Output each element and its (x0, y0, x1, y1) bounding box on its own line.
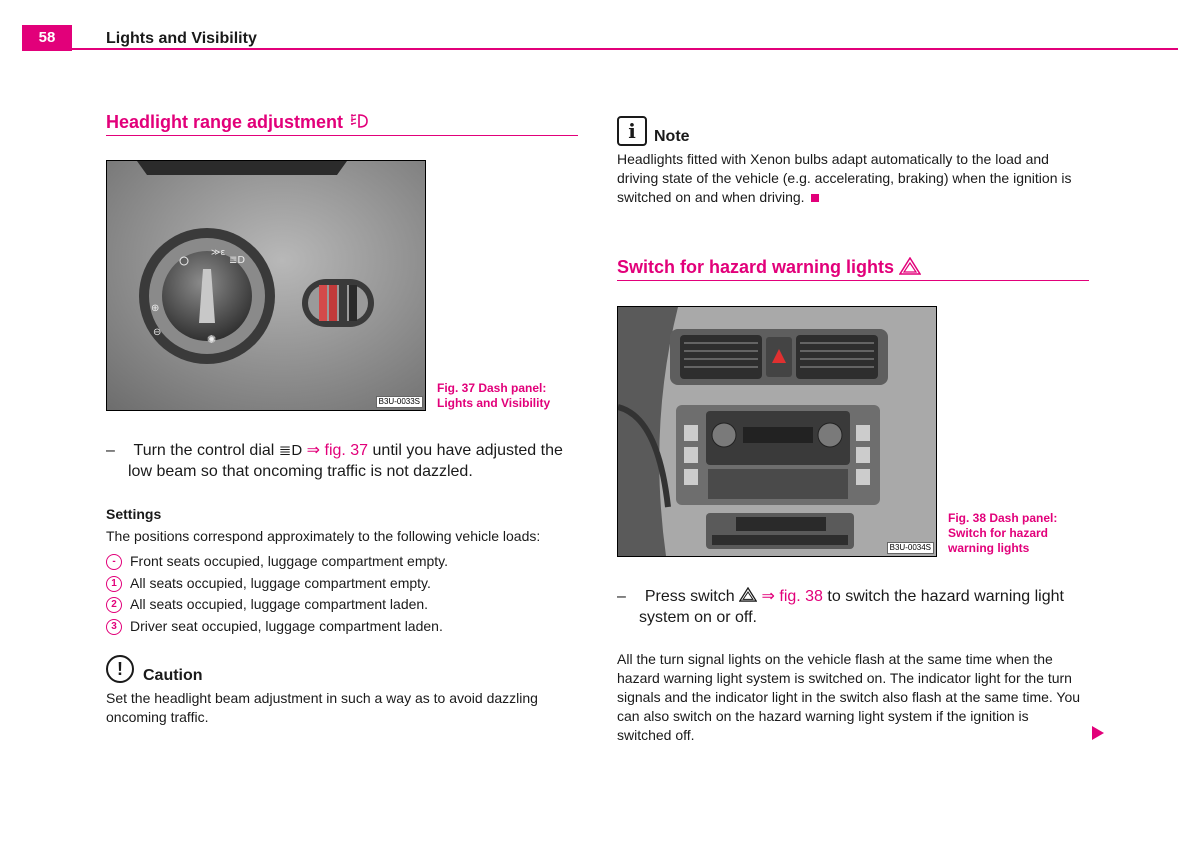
caution-text: Set the headlight beam adjustment in such a way as to avoid dazzling oncoming traffic. (106, 690, 538, 725)
instruction-left: – Turn the control dial ≣D ⇒ fig. 37 until you have adjusted the low beam so that oncoming traffic is not dazzled. (106, 442, 563, 480)
position-marker: 3 (106, 619, 122, 635)
note-text: Headlights fitted with Xenon bulbs adapt automatically to the load and driving state of the vehicle (e.g. accelerating, braking) when the ignition is switched on and when driving. (617, 151, 1072, 205)
page-header-title: Lights and Visibility (106, 30, 257, 47)
section-rule-left (106, 135, 578, 136)
figure-37-dash-panel (106, 160, 426, 411)
svg-text:≣D: ≣D (229, 255, 246, 266)
hazard-switch-illustration (618, 307, 936, 556)
position-marker: - (106, 554, 122, 570)
header-rule (22, 48, 1178, 50)
section-rule-right (617, 280, 1089, 281)
figure-code: B3U-0033S (376, 396, 423, 408)
figure-38-caption: Fig. 38 Dash panel: Switch for hazard warning lights (948, 511, 1058, 555)
hazard-paragraph: All the turn signal lights on the vehicle flash at the same time when the hazard warning light system is switched on. The indicator light for the turn signals and the indicator light in the switch also flash at the same time. You can also switch on the hazard warning light system if the ignition is switched off. (617, 651, 1081, 743)
position-marker: 2 (106, 597, 122, 613)
figure-38-dash-panel (617, 306, 937, 557)
svg-text:✺: ✺ (207, 333, 217, 346)
settings-heading: Settings (106, 506, 162, 522)
svg-text:⊖: ⊖ (153, 327, 162, 338)
svg-text:⊕: ⊕ (151, 303, 160, 314)
svg-text:≫ε: ≫ε (211, 248, 226, 258)
info-icon: i (617, 116, 647, 146)
headlight-range-icon: ≣D (278, 442, 303, 459)
list-item: 1 All seats occupied, luggage compartment empty. (106, 574, 431, 592)
fig-37-link[interactable]: ⇒ fig. 37 (306, 442, 369, 459)
headlight-range-icon (348, 112, 370, 130)
settings-intro: The positions correspond approximately to the following vehicle loads: (106, 528, 541, 544)
page-number: 58 (22, 25, 72, 51)
section-title-hazard: Switch for hazard warning lights (617, 257, 921, 278)
list-item: - Front seats occupied, luggage compartment empty. (106, 552, 448, 570)
position-marker: 1 (106, 576, 122, 592)
caution-icon: ! (106, 655, 134, 683)
fig-38-link[interactable]: ⇒ fig. 38 (761, 588, 823, 605)
list-item: 2 All seats occupied, luggage compartment laden. (106, 595, 428, 613)
instruction-right: – Press switch ⇒ fig. 38 to switch the hazard warning light system on or off. (617, 588, 1064, 626)
note-title: Note (654, 128, 690, 145)
hazard-warning-icon (739, 587, 757, 602)
end-of-section-icon (811, 194, 819, 202)
hazard-warning-icon (899, 257, 921, 275)
figure-37-caption: Fig. 37 Dash panel: Lights and Visibility (437, 381, 551, 410)
dash-panel-illustration (107, 161, 425, 410)
caution-title: Caution (143, 667, 203, 684)
section-title-headlight-range: Headlight range adjustment (106, 112, 370, 133)
figure-code: B3U-0034S (887, 542, 934, 554)
list-item: 3 Driver seat occupied, luggage compartment laden. (106, 617, 443, 635)
continue-arrow-icon[interactable] (1092, 726, 1104, 740)
